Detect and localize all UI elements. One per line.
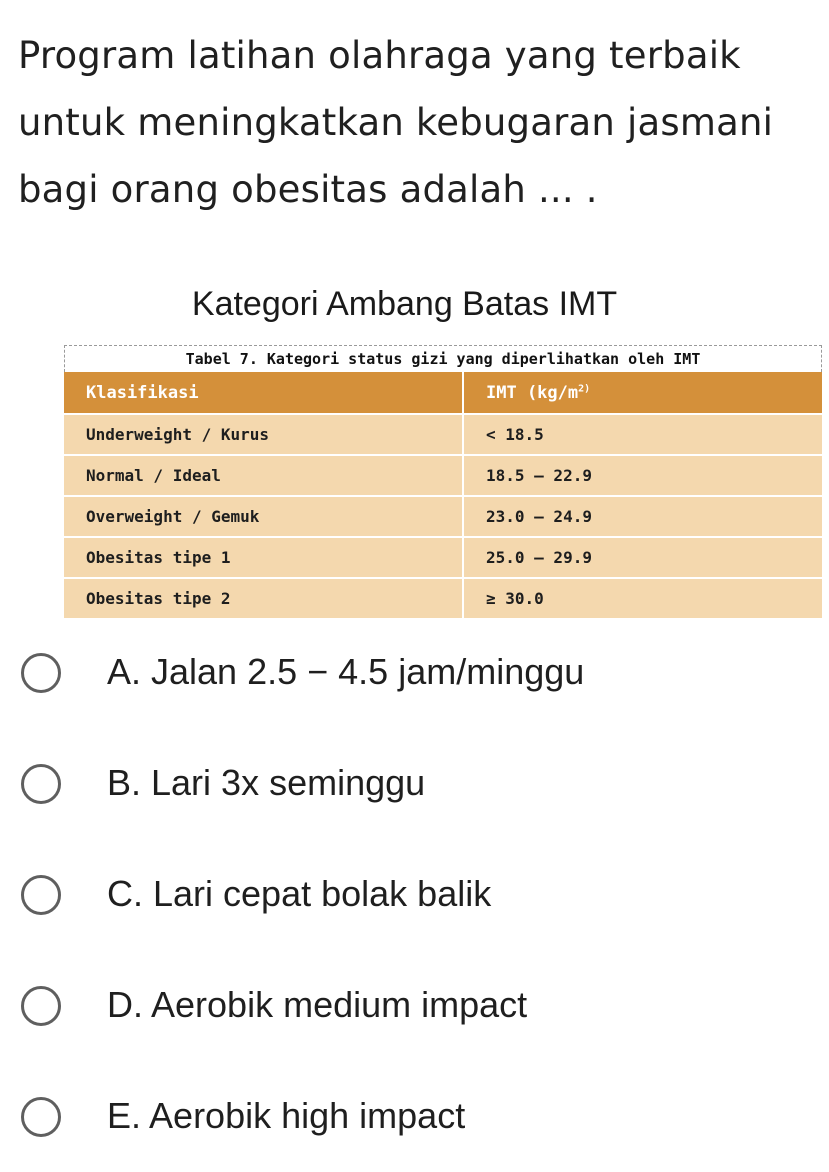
table-row	[64, 414, 822, 455]
table-row	[64, 455, 822, 496]
option-label[interactable]: E. Aerobik high impact	[107, 1095, 466, 1136]
option-c[interactable]	[0, 854, 829, 934]
column-header-imt	[463, 372, 822, 414]
radio-button-icon[interactable]	[21, 986, 61, 1026]
question-line: untuk meningkatkan kebugaran jasmani	[18, 101, 774, 144]
radio-button-icon[interactable]	[21, 1097, 61, 1137]
cell-imt: 23.0 – 24.9	[463, 496, 822, 537]
table-header-row	[64, 372, 822, 414]
option-e[interactable]	[0, 1076, 829, 1156]
question-text	[18, 22, 818, 223]
cell-klasifikasi: Overweight / Gemuk	[64, 496, 463, 537]
radio-button-icon[interactable]	[21, 764, 61, 804]
imt-unit-text: IMT (kg/m	[486, 382, 579, 403]
question-line: bagi orang obesitas adalah ... .	[18, 168, 598, 211]
option-d[interactable]	[0, 965, 829, 1045]
imt-unit-superscript: 2)	[578, 382, 591, 394]
cell-imt: ≥ 30.0	[463, 578, 822, 618]
imt-table-figure	[64, 345, 822, 618]
option-a[interactable]	[0, 632, 829, 712]
cell-imt: 25.0 – 29.9	[463, 537, 822, 578]
table-row	[64, 496, 822, 537]
cell-imt: 18.5 – 22.9	[463, 455, 822, 496]
option-label[interactable]: C. Lari cepat bolak balik	[107, 873, 492, 914]
option-label[interactable]: B. Lari 3x seminggu	[107, 762, 426, 803]
radio-button-icon[interactable]	[21, 875, 61, 915]
cell-klasifikasi: Underweight / Kurus	[64, 414, 463, 455]
table-caption: Tabel 7. Kategori status gizi yang diperlihatkan oleh IMT	[64, 345, 822, 372]
table-row	[64, 578, 822, 618]
option-label[interactable]: A. Jalan 2.5 − 4.5 jam/minggu	[107, 651, 585, 692]
radio-button-icon[interactable]	[21, 653, 61, 693]
cell-imt: < 18.5	[463, 414, 822, 455]
column-header-klasifikasi: Klasifikasi	[64, 372, 463, 414]
option-label[interactable]: D. Aerobik medium impact	[107, 984, 528, 1025]
cell-klasifikasi: Normal / Ideal	[64, 455, 463, 496]
cell-klasifikasi: Obesitas tipe 1	[64, 537, 463, 578]
option-b[interactable]	[0, 743, 829, 823]
imt-table	[64, 372, 822, 618]
cell-klasifikasi: Obesitas tipe 2	[64, 578, 463, 618]
figure-title: Kategori Ambang Batas IMT	[191, 285, 618, 323]
table-row	[64, 537, 822, 578]
question-line: Program latihan olahraga yang terbaik	[18, 34, 741, 77]
